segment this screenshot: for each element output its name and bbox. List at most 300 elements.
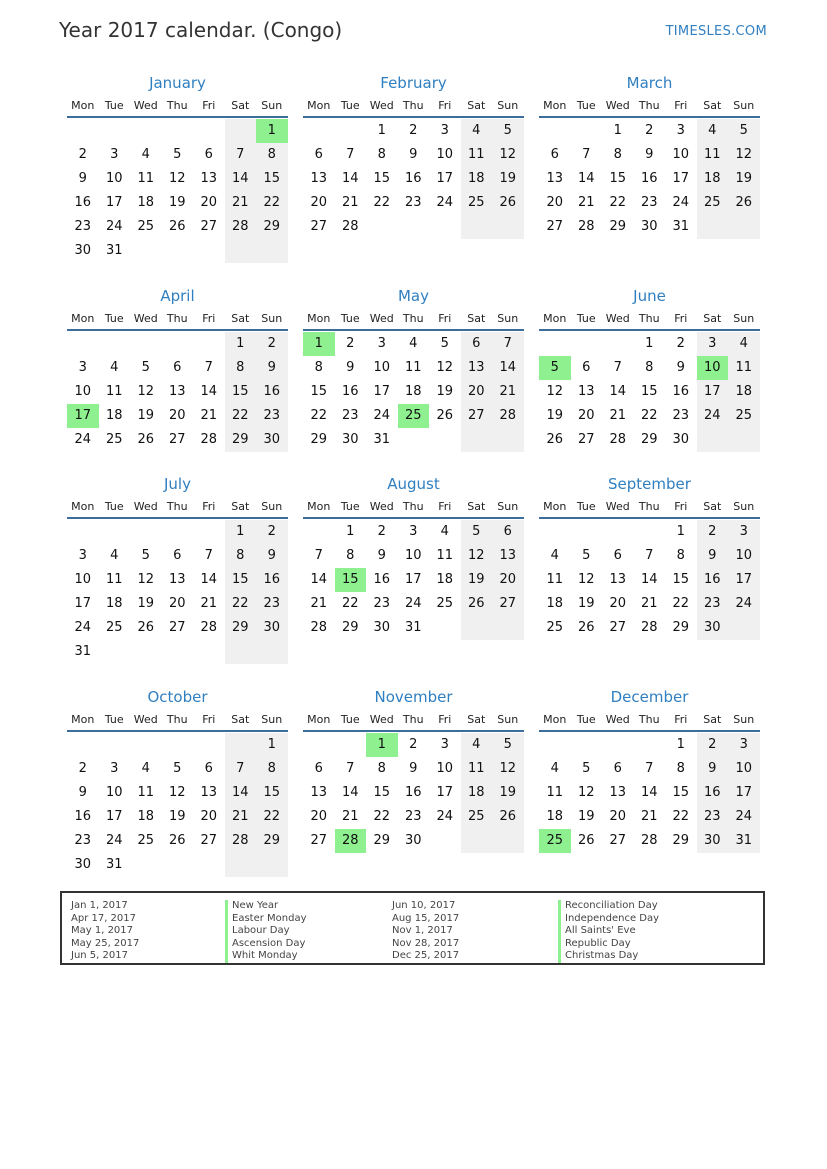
empty-cell	[130, 640, 162, 664]
weekday-label: Fri	[674, 499, 688, 513]
weekday-label: Sat	[703, 98, 722, 112]
day-cell: 15	[640, 384, 658, 399]
day-cell: 21	[609, 408, 627, 423]
day-cell: 31	[105, 243, 123, 258]
day-cell: 3	[728, 520, 760, 544]
day-cell: 8	[225, 356, 257, 380]
weekday-label: Sun	[733, 98, 755, 112]
day-cell: 19	[728, 167, 760, 191]
empty-cell	[571, 520, 603, 544]
weekday-header	[67, 307, 288, 331]
empty-cell	[99, 332, 131, 356]
weekday-header	[539, 495, 760, 519]
day-cell: 7	[492, 332, 524, 356]
legend-holiday-name: Easter Monday	[225, 913, 307, 926]
day-grid	[539, 519, 760, 640]
empty-cell	[728, 215, 760, 239]
weekday-label: Thu	[638, 98, 660, 112]
legend-holiday-name: Labour Day	[225, 925, 307, 938]
day-cell: 25	[436, 596, 454, 611]
weekday-header	[303, 94, 524, 118]
day-cell: 13	[577, 384, 595, 399]
day-cell: 11	[728, 356, 760, 380]
day-cell: 14	[200, 384, 218, 399]
day-cell: 22	[640, 408, 658, 423]
day-cell: 4	[461, 733, 493, 757]
empty-cell	[67, 520, 99, 544]
day-cell: 11	[404, 360, 422, 375]
day-cell: 29	[256, 829, 288, 853]
weekday-label: Sat	[467, 98, 486, 112]
weekday-label: Mon	[307, 311, 331, 325]
day-cell: 2	[78, 147, 87, 162]
day-cell: 7	[645, 548, 654, 563]
day-cell: 30	[404, 833, 422, 848]
day-cell: 9	[346, 360, 355, 375]
legend-holiday-name: Republic Day	[558, 938, 659, 951]
holiday-day-cell: 1	[256, 119, 288, 143]
day-cell: 17	[404, 572, 422, 587]
month-name: July	[164, 475, 191, 493]
weekday-label: Sun	[733, 499, 755, 513]
day-cell: 16	[341, 384, 359, 399]
day-cell: 4	[461, 119, 493, 143]
day-cell: 27	[609, 620, 627, 635]
day-cell: 8	[377, 761, 386, 776]
weekday-label: Fri	[202, 98, 216, 112]
day-cell: 21	[640, 809, 658, 824]
day-cell: 28	[200, 432, 218, 447]
day-cell: 27	[609, 833, 627, 848]
day-cell: 12	[168, 171, 186, 186]
day-grid	[67, 519, 288, 664]
empty-cell	[398, 215, 430, 239]
day-cell: 9	[409, 147, 418, 162]
day-cell: 18	[404, 384, 422, 399]
weekday-label: Mon	[71, 98, 95, 112]
empty-cell	[130, 853, 162, 877]
empty-cell	[461, 215, 493, 239]
legend-date: May 1, 2017	[71, 925, 134, 936]
day-cell: 19	[168, 809, 186, 824]
day-cell: 28	[640, 620, 658, 635]
day-cell: 21	[341, 195, 359, 210]
weekday-label: Wed	[133, 311, 158, 325]
day-cell: 23	[672, 408, 690, 423]
weekday-label: Wed	[605, 712, 630, 726]
day-cell: 18	[137, 195, 155, 210]
day-cell: 5	[461, 520, 493, 544]
day-cell: 10	[672, 147, 690, 162]
weekday-label: Wed	[605, 311, 630, 325]
weekday-label: Sat	[467, 499, 486, 513]
empty-cell	[539, 733, 571, 757]
day-cell: 12	[137, 572, 155, 587]
day-cell: 24	[404, 596, 422, 611]
weekday-label: Fri	[674, 712, 688, 726]
day-cell: 29	[225, 428, 257, 452]
day-cell: 6	[613, 548, 622, 563]
day-cell: 21	[200, 596, 218, 611]
day-cell: 24	[105, 219, 123, 234]
day-cell: 20	[461, 380, 493, 404]
day-cell: 1	[676, 524, 685, 539]
day-cell: 2	[409, 123, 418, 138]
day-grid	[67, 732, 288, 877]
day-cell: 5	[582, 761, 591, 776]
weekday-label: Thu	[402, 712, 424, 726]
day-cell: 4	[728, 332, 760, 356]
weekday-label: Fri	[438, 98, 452, 112]
weekday-label: Mon	[543, 98, 567, 112]
day-cell: 18	[728, 380, 760, 404]
day-cell: 26	[436, 408, 454, 423]
day-cell: 16	[640, 171, 658, 186]
day-cell: 25	[728, 404, 760, 428]
day-cell: 19	[577, 596, 595, 611]
day-cell: 29	[225, 616, 257, 640]
day-cell: 23	[256, 404, 288, 428]
weekday-label: Thu	[166, 499, 188, 513]
day-cell: 22	[225, 404, 257, 428]
empty-cell	[461, 829, 493, 853]
day-cell: 10	[436, 761, 454, 776]
weekday-label: Sat	[467, 311, 486, 325]
weekday-label: Wed	[133, 712, 158, 726]
weekday-label: Sun	[497, 712, 519, 726]
day-cell: 23	[697, 805, 729, 829]
day-cell: 1	[377, 123, 386, 138]
empty-cell	[193, 520, 225, 544]
day-cell: 14	[640, 572, 658, 587]
day-cell: 29	[672, 833, 690, 848]
day-cell: 10	[373, 360, 391, 375]
month-name: November	[374, 688, 453, 706]
day-cell: 14	[609, 384, 627, 399]
day-cell: 25	[697, 191, 729, 215]
day-cell: 8	[676, 548, 685, 563]
day-cell: 30	[341, 432, 359, 447]
day-cell: 4	[697, 119, 729, 143]
empty-cell	[303, 119, 335, 143]
day-cell: 30	[74, 857, 92, 872]
day-cell: 31	[74, 644, 92, 659]
empty-cell	[697, 428, 729, 452]
day-cell: 1	[225, 332, 257, 356]
weekday-header	[539, 307, 760, 331]
empty-cell	[256, 640, 288, 664]
month-name: June	[633, 287, 666, 305]
day-cell: 6	[173, 360, 182, 375]
day-cell: 9	[409, 761, 418, 776]
day-grid	[539, 732, 760, 853]
empty-cell	[193, 853, 225, 877]
day-cell: 29	[609, 219, 627, 234]
day-cell: 25	[461, 805, 493, 829]
weekday-label: Mon	[307, 499, 331, 513]
day-cell: 11	[697, 143, 729, 167]
day-cell: 14	[492, 356, 524, 380]
empty-cell	[225, 239, 257, 263]
day-cell: 3	[676, 123, 685, 138]
month-february	[303, 72, 524, 239]
day-cell: 3	[377, 336, 386, 351]
day-cell: 2	[256, 332, 288, 356]
weekday-label: Thu	[166, 311, 188, 325]
weekday-label: Sun	[733, 311, 755, 325]
day-cell: 21	[640, 596, 658, 611]
weekday-label: Wed	[133, 499, 158, 513]
weekday-label: Sun	[497, 499, 519, 513]
day-grid	[303, 519, 524, 640]
month-name: December	[610, 688, 689, 706]
month-december	[539, 686, 760, 853]
empty-cell	[634, 733, 666, 757]
day-cell: 2	[676, 336, 685, 351]
weekday-header	[67, 495, 288, 519]
day-cell: 6	[550, 147, 559, 162]
day-cell: 28	[609, 432, 627, 447]
weekday-label: Sat	[231, 311, 250, 325]
day-cell: 5	[440, 336, 449, 351]
day-cell: 19	[436, 384, 454, 399]
day-cell: 3	[110, 147, 119, 162]
empty-cell	[492, 829, 524, 853]
day-cell: 17	[74, 596, 92, 611]
day-cell: 13	[609, 785, 627, 800]
day-cell: 13	[200, 171, 218, 186]
day-cell: 20	[200, 809, 218, 824]
day-cell: 24	[672, 195, 690, 210]
weekday-label: Mon	[543, 311, 567, 325]
day-cell: 17	[436, 171, 454, 186]
day-cell: 3	[110, 761, 119, 776]
day-cell: 26	[577, 833, 595, 848]
day-cell: 3	[728, 733, 760, 757]
day-cell: 19	[461, 568, 493, 592]
day-cell: 24	[697, 404, 729, 428]
day-cell: 6	[204, 761, 213, 776]
month-june	[539, 285, 760, 452]
holiday-day-cell: 28	[335, 829, 367, 853]
day-cell: 1	[225, 520, 257, 544]
day-cell: 18	[461, 167, 493, 191]
weekday-label: Tue	[340, 712, 360, 726]
empty-cell	[99, 520, 131, 544]
weekday-label: Tue	[576, 499, 596, 513]
weekday-label: Wed	[369, 712, 394, 726]
empty-cell	[492, 616, 524, 640]
month-april	[67, 285, 288, 452]
legend-date: Dec 25, 2017	[392, 950, 460, 961]
day-cell: 8	[645, 360, 654, 375]
day-cell: 13	[200, 785, 218, 800]
day-cell: 14	[310, 572, 328, 587]
day-cell: 4	[440, 524, 449, 539]
day-cell: 5	[492, 733, 524, 757]
day-cell: 13	[310, 785, 328, 800]
day-cell: 20	[310, 809, 328, 824]
day-cell: 30	[697, 829, 729, 853]
day-cell: 27	[577, 432, 595, 447]
day-cell: 1	[676, 737, 685, 752]
month-march	[539, 72, 760, 239]
day-cell: 22	[310, 408, 328, 423]
day-cell: 19	[546, 408, 564, 423]
weekday-label: Mon	[307, 98, 331, 112]
day-cell: 29	[640, 432, 658, 447]
month-july	[67, 473, 288, 664]
day-grid	[67, 118, 288, 263]
legend-holiday-name: All Saints' Eve	[558, 925, 659, 938]
day-cell: 20	[200, 195, 218, 210]
weekday-label: Wed	[369, 499, 394, 513]
weekday-label: Sat	[231, 499, 250, 513]
legend-date: Nov 1, 2017	[392, 925, 453, 936]
day-grid	[67, 331, 288, 452]
weekday-label: Sun	[497, 311, 519, 325]
day-cell: 1	[346, 524, 355, 539]
day-cell: 27	[310, 833, 328, 848]
day-cell: 11	[546, 785, 564, 800]
page-title: Year 2017 calendar. (Congo)	[59, 18, 343, 42]
day-cell: 20	[546, 195, 564, 210]
day-cell: 14	[341, 785, 359, 800]
day-cell: 12	[728, 143, 760, 167]
day-cell: 10	[105, 171, 123, 186]
day-cell: 19	[137, 596, 155, 611]
day-cell: 21	[310, 596, 328, 611]
day-cell: 24	[74, 620, 92, 635]
holiday-day-cell: 17	[67, 404, 99, 428]
day-cell: 16	[256, 380, 288, 404]
weekday-label: Fri	[674, 98, 688, 112]
day-cell: 2	[377, 524, 386, 539]
month-name: April	[160, 287, 195, 305]
weekday-header	[539, 708, 760, 732]
empty-cell	[571, 119, 603, 143]
day-cell: 20	[609, 596, 627, 611]
empty-cell	[461, 616, 493, 640]
day-cell: 9	[676, 360, 685, 375]
day-cell: 30	[640, 219, 658, 234]
empty-cell	[539, 520, 571, 544]
day-cell: 12	[168, 785, 186, 800]
empty-cell	[225, 853, 257, 877]
day-cell: 23	[256, 592, 288, 616]
day-cell: 27	[546, 219, 564, 234]
month-name: May	[397, 287, 429, 305]
day-cell: 13	[461, 356, 493, 380]
empty-cell	[67, 733, 99, 757]
empty-cell	[130, 119, 162, 143]
day-cell: 16	[373, 572, 391, 587]
day-cell: 19	[577, 809, 595, 824]
empty-cell	[728, 428, 760, 452]
day-cell: 10	[74, 572, 92, 587]
day-cell: 29	[310, 432, 328, 447]
day-cell: 5	[173, 147, 182, 162]
day-cell: 14	[577, 171, 595, 186]
empty-cell	[162, 640, 194, 664]
weekday-header	[67, 708, 288, 732]
day-cell: 2	[645, 123, 654, 138]
day-cell: 3	[440, 737, 449, 752]
empty-cell	[130, 733, 162, 757]
day-cell: 23	[640, 195, 658, 210]
day-cell: 27	[310, 219, 328, 234]
weekday-label: Sat	[231, 712, 250, 726]
day-cell: 11	[546, 572, 564, 587]
legend-names-left	[225, 900, 307, 963]
day-cell: 17	[672, 171, 690, 186]
day-cell: 26	[168, 219, 186, 234]
day-cell: 28	[492, 404, 524, 428]
weekday-header	[539, 94, 760, 118]
legend-dates-left	[71, 900, 139, 963]
day-cell: 13	[168, 572, 186, 587]
day-cell: 2	[346, 336, 355, 351]
legend-names-right	[558, 900, 659, 963]
empty-cell	[67, 332, 99, 356]
day-cell: 14	[225, 781, 257, 805]
weekday-label: Tue	[104, 98, 124, 112]
day-cell: 1	[613, 123, 622, 138]
weekday-label: Sat	[703, 712, 722, 726]
day-cell: 25	[461, 191, 493, 215]
day-cell: 3	[78, 548, 87, 563]
site-link[interactable]: TIMESLES.COM	[665, 24, 767, 39]
day-cell: 18	[546, 596, 564, 611]
day-cell: 3	[697, 332, 729, 356]
weekday-label: Sat	[467, 712, 486, 726]
day-cell: 7	[314, 548, 323, 563]
empty-cell	[602, 733, 634, 757]
day-cell: 26	[577, 620, 595, 635]
holiday-day-cell: 25	[539, 829, 571, 853]
legend-holiday-name: Whit Monday	[225, 950, 307, 963]
day-cell: 25	[137, 219, 155, 234]
empty-cell	[162, 520, 194, 544]
day-cell: 6	[314, 761, 323, 776]
day-cell: 22	[672, 809, 690, 824]
day-cell: 23	[74, 833, 92, 848]
day-cell: 7	[204, 360, 213, 375]
day-cell: 23	[341, 408, 359, 423]
weekday-label: Thu	[166, 712, 188, 726]
day-cell: 14	[640, 785, 658, 800]
month-name: September	[608, 475, 691, 493]
day-cell: 13	[168, 384, 186, 399]
day-cell: 30	[256, 428, 288, 452]
day-cell: 3	[440, 123, 449, 138]
day-cell: 18	[461, 781, 493, 805]
day-cell: 21	[225, 191, 257, 215]
empty-cell	[130, 239, 162, 263]
day-cell: 13	[492, 544, 524, 568]
day-cell: 12	[577, 572, 595, 587]
day-cell: 9	[697, 757, 729, 781]
weekday-label: Fri	[674, 311, 688, 325]
day-cell: 16	[697, 568, 729, 592]
empty-cell	[335, 119, 367, 143]
day-cell: 12	[137, 384, 155, 399]
empty-cell	[130, 332, 162, 356]
day-cell: 7	[346, 761, 355, 776]
empty-cell	[99, 119, 131, 143]
weekday-label: Thu	[166, 98, 188, 112]
weekday-label: Thu	[402, 499, 424, 513]
